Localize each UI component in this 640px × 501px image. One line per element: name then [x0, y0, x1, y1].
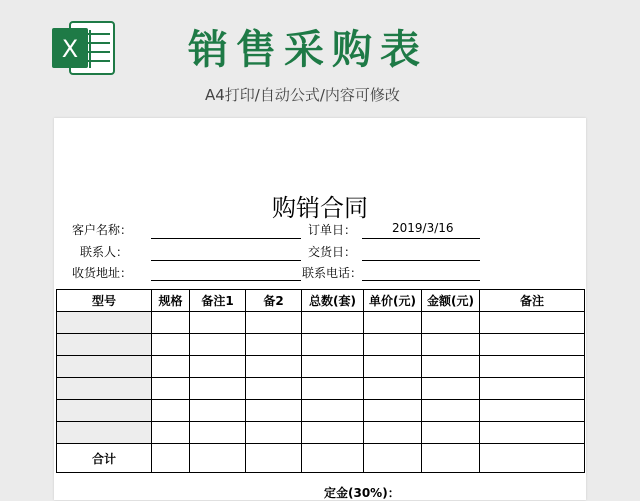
table-cell[interactable] [57, 378, 152, 400]
table-cell[interactable] [302, 356, 364, 378]
delivery-date-field[interactable] [362, 260, 480, 261]
table-cell[interactable] [152, 422, 190, 444]
table-cell[interactable] [364, 378, 422, 400]
customer-name-label: 客户名称： [72, 223, 133, 237]
table-cell[interactable] [480, 356, 585, 378]
main-title: 销售采购表 [188, 27, 428, 73]
table-header-row [57, 290, 585, 312]
table-cell[interactable] [302, 444, 364, 473]
table-cell[interactable] [57, 400, 152, 422]
table-cell[interactable] [190, 356, 246, 378]
table-cell[interactable] [246, 400, 302, 422]
total-label: 合计 [57, 444, 152, 473]
delivery-date-label: 交货日： [308, 245, 357, 259]
col-header-remarks: 备注 [480, 290, 585, 312]
phone-label: 联系电话： [302, 266, 363, 280]
table-cell[interactable] [422, 444, 480, 473]
table-cell[interactable] [364, 400, 422, 422]
contract-sheet [54, 118, 586, 500]
table-cell[interactable] [152, 444, 190, 473]
col-header-note2: 备2 [246, 290, 302, 312]
table-cell[interactable] [246, 356, 302, 378]
table-cell[interactable] [190, 312, 246, 334]
table-cell[interactable] [480, 378, 585, 400]
table-cell[interactable] [246, 334, 302, 356]
table-cell[interactable] [246, 444, 302, 473]
table-row [57, 334, 585, 356]
deposit-label: 定金(30%)： [324, 486, 400, 500]
col-header-amount: 金额(元) [422, 290, 480, 312]
table-cell[interactable] [152, 400, 190, 422]
col-header-model: 型号 [57, 290, 152, 312]
table-cell[interactable] [152, 334, 190, 356]
table-cell[interactable] [302, 422, 364, 444]
table-row [57, 312, 585, 334]
table-cell[interactable] [152, 312, 190, 334]
contact-field[interactable] [151, 260, 301, 261]
col-header-spec: 规格 [152, 290, 190, 312]
table-row [57, 356, 585, 378]
table-cell[interactable] [152, 356, 190, 378]
order-date-field[interactable] [362, 238, 480, 239]
table-cell[interactable] [364, 356, 422, 378]
col-header-unit-price: 单价(元) [364, 290, 422, 312]
contact-label: 联系人： [80, 245, 129, 259]
table-cell[interactable] [364, 444, 422, 473]
table-cell[interactable] [57, 334, 152, 356]
table-cell[interactable] [480, 422, 585, 444]
table-cell[interactable] [422, 378, 480, 400]
order-date-value[interactable]: 2019/3/16 [392, 221, 454, 235]
table-cell[interactable] [422, 422, 480, 444]
table-cell[interactable] [57, 356, 152, 378]
table-cell[interactable] [190, 334, 246, 356]
table-cell[interactable] [480, 444, 585, 473]
table-row [57, 378, 585, 400]
table-cell[interactable] [422, 334, 480, 356]
address-label: 收货地址： [72, 266, 133, 280]
table-row [57, 422, 585, 444]
table-cell[interactable] [480, 312, 585, 334]
table-cell[interactable] [364, 422, 422, 444]
table-cell[interactable] [364, 334, 422, 356]
table-cell[interactable] [422, 356, 480, 378]
table-cell[interactable] [422, 312, 480, 334]
address-field[interactable] [151, 280, 301, 281]
table-cell[interactable] [302, 312, 364, 334]
table-row [57, 400, 585, 422]
table-cell[interactable] [57, 312, 152, 334]
table-cell[interactable] [246, 378, 302, 400]
excel-logo-letter: X [61, 35, 79, 63]
table-cell[interactable] [190, 444, 246, 473]
table-cell[interactable] [190, 422, 246, 444]
table-cell[interactable] [246, 312, 302, 334]
table-total-row [57, 444, 585, 473]
table-cell[interactable] [302, 400, 364, 422]
document-title: 购销合同 [272, 194, 368, 222]
excel-icon [50, 18, 116, 78]
subtitle: A4打印/自动公式/内容可修改 [205, 86, 400, 104]
header [0, 0, 640, 118]
table-cell[interactable] [152, 378, 190, 400]
table-cell[interactable] [246, 422, 302, 444]
table-cell[interactable] [57, 422, 152, 444]
table-cell[interactable] [302, 334, 364, 356]
table-cell[interactable] [422, 400, 480, 422]
table-cell[interactable] [190, 400, 246, 422]
table-cell[interactable] [480, 400, 585, 422]
phone-field[interactable] [362, 280, 480, 281]
product-table [56, 289, 585, 473]
table-cell[interactable] [302, 378, 364, 400]
order-date-label: 订单日： [308, 223, 357, 237]
table-cell[interactable] [364, 312, 422, 334]
table-cell[interactable] [480, 334, 585, 356]
col-header-total-qty: 总数(套) [302, 290, 364, 312]
table-cell[interactable] [190, 378, 246, 400]
customer-name-field[interactable] [151, 238, 301, 239]
col-header-note1: 备注1 [190, 290, 246, 312]
